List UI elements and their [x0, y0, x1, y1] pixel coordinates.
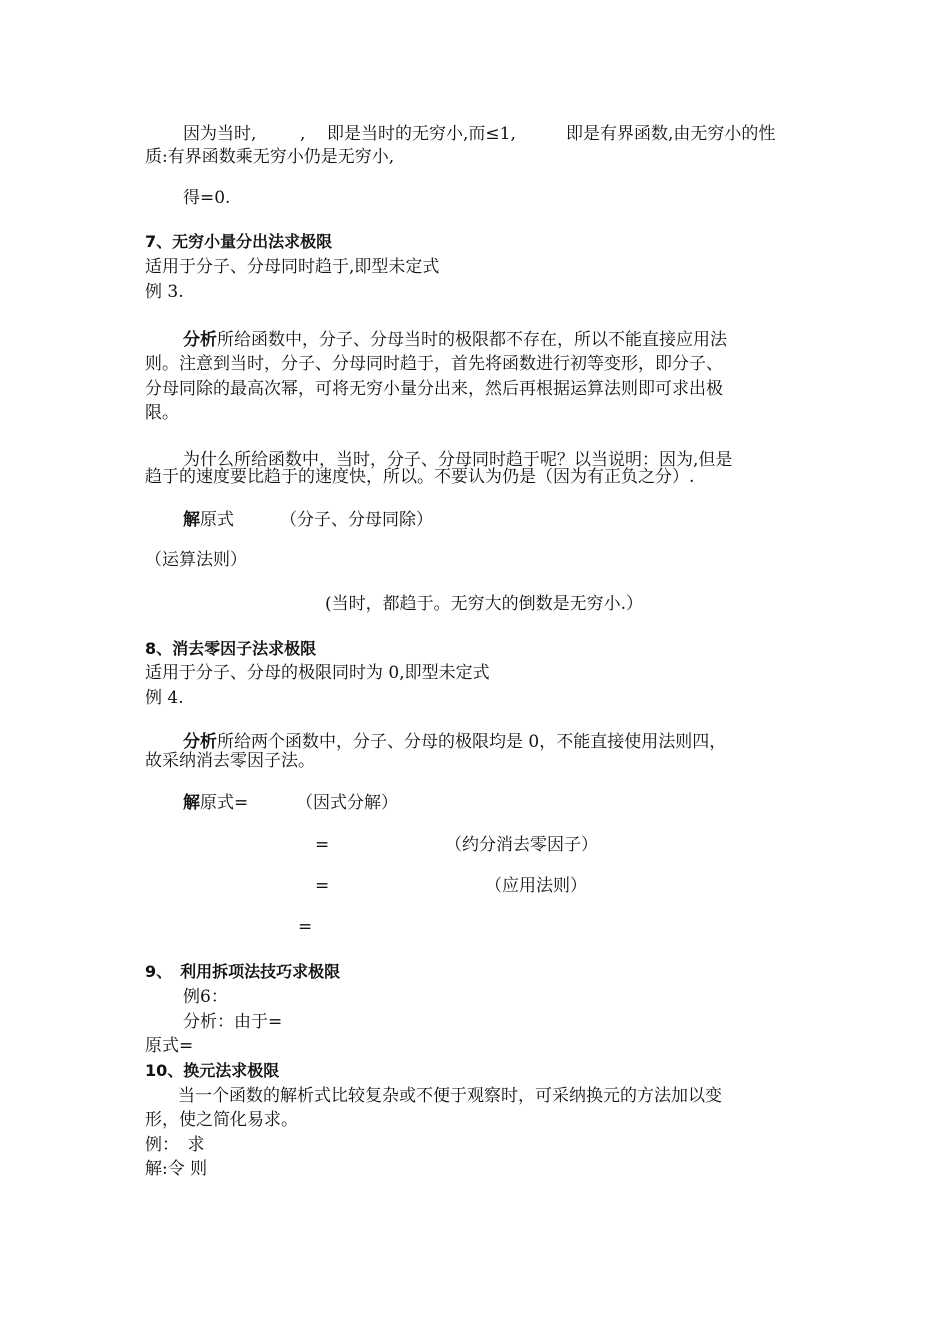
section9-result: 原式= — [145, 1036, 194, 1056]
section7-why-l2: 趋于的速度要比趋于的速度快，所以。不要认为仍是（因为有正负之分）. — [145, 467, 695, 487]
section8-eq1-note: （约分消去零因子） — [445, 835, 598, 855]
section7-example: 例 3. — [145, 282, 184, 302]
section10-example: 例： 求 — [145, 1135, 205, 1155]
analysis-label: 分析 — [183, 732, 217, 752]
section8-solution: 解原式= — [183, 793, 249, 813]
section7-why-l1: 为什么所给函数中，当时，分子、分母同时趋于呢？以当说明：因为,但是 — [183, 450, 733, 470]
p1-line1-c: 即是当时的无穷小,而≤1, — [327, 124, 516, 144]
section8-heading: 8、消去零因子法求极限 — [145, 639, 317, 658]
section7-applies: 适用于分子、分母同时趋于,即型未定式 — [145, 257, 440, 277]
p1-line1-a: 因为当时, — [183, 124, 257, 144]
p1-line3: 得=0. — [183, 188, 231, 208]
section10-solution: 解:令 则 — [145, 1159, 208, 1179]
section7-rule-note: （运算法则） — [145, 550, 247, 570]
section7-analysis-l4: 限。 — [145, 403, 179, 423]
section9-heading: 9、 利用拆项法技巧求极限 — [145, 962, 341, 981]
solution-label: 解 — [183, 793, 200, 813]
section10-heading: 10、换元法求极限 — [145, 1061, 280, 1080]
section8-eq2-note: （应用法则） — [485, 876, 587, 896]
section9-example: 例6： — [183, 987, 228, 1007]
p1-line1-b: , — [300, 124, 306, 144]
section7-solution-note: （分子、分母同除） — [280, 510, 433, 530]
section8-analysis-l1: 分析所给两个函数中，分子、分母的极限均是 0，不能直接使用法则四， — [183, 732, 727, 752]
section8-analysis-l2: 故采纳消去零因子法。 — [145, 751, 315, 771]
section7-analysis-l1: 分析所给函数中，分子、分母当时的极限都不存在，所以不能直接应用法 — [183, 330, 727, 350]
section8-eq1: = — [315, 835, 330, 855]
section7-heading: 7、无穷小量分出法求极限 — [145, 232, 333, 251]
section10-text-l1: 当一个函数的解析式比较复杂或不便于观察时，可采纳换元的方法加以变 — [178, 1086, 722, 1106]
section8-solution-note: （因式分解） — [296, 793, 398, 813]
section7-solution: 解原式 — [183, 510, 234, 530]
section7-when-note: (当时，都趋于。无穷大的倒数是无穷小.） — [325, 594, 644, 614]
section8-example: 例 4. — [145, 688, 184, 708]
section7-analysis-l2: 则。注意到当时，分子、分母同时趋于，首先将函数进行初等变形，即分子、 — [145, 354, 723, 374]
p1-line2: 质:有界函数乘无穷小仍是无穷小, — [145, 147, 395, 167]
solution-label: 解 — [183, 510, 200, 530]
section8-applies: 适用于分子、分母的极限同时为 0,即型未定式 — [145, 663, 490, 683]
section7-analysis-l3: 分母同除的最高次幂，可将无穷小量分出来，然后再根据运算法则即可求出极 — [145, 379, 723, 399]
section9-analysis: 分析：由于= — [183, 1012, 283, 1032]
p1-line1-d: 即是有界函数,由无穷小的性 — [566, 124, 776, 144]
analysis-label: 分析 — [183, 330, 217, 350]
section8-eq3: = — [298, 917, 313, 937]
section10-text-l2: 形，使之简化易求。 — [145, 1110, 298, 1130]
section8-eq2: = — [315, 876, 330, 896]
